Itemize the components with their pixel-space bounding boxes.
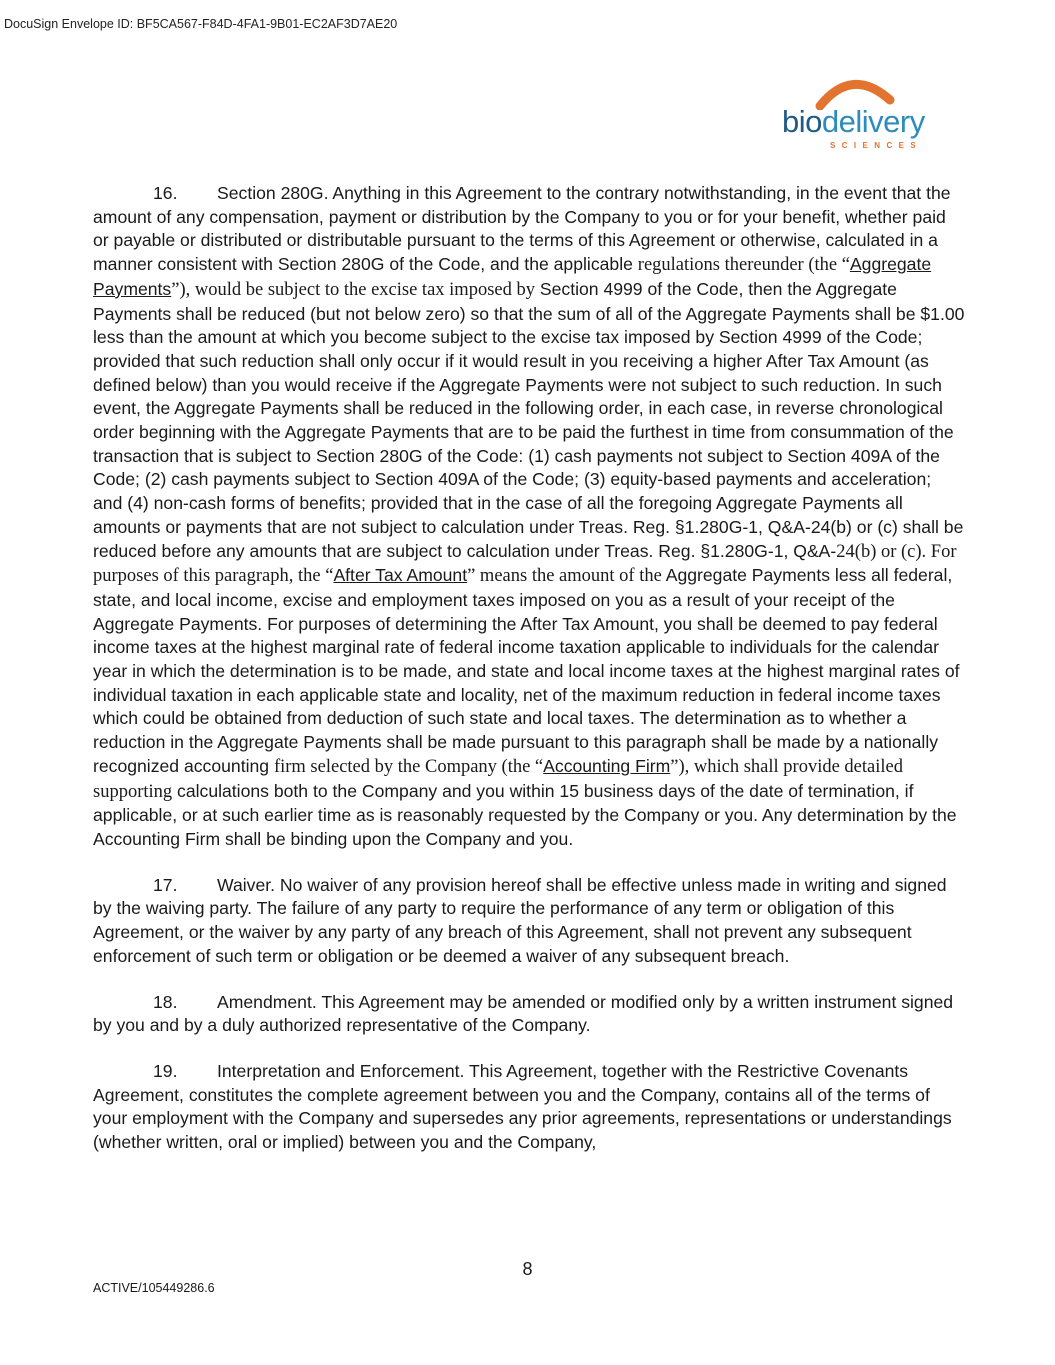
- section-19: [93, 1060, 965, 1155]
- section-text-serif: 24(b) or (c). For purposes of this paragraph, the “: [93, 541, 957, 587]
- section-text-serif: firm selected by the Company (the “: [273, 756, 544, 777]
- section-number: 17.: [153, 874, 178, 895]
- docusign-envelope-id: DocuSign Envelope ID: BF5CA567-F84D-4FA1-9B01-EC2AF3D7AE20: [4, 17, 398, 31]
- section-number: 16.: [153, 183, 178, 203]
- section-heading: Waiver.: [217, 874, 276, 895]
- section-text: This Agreement may be amended or modified only by a written instrument signed by you and by a duly authorized representative of the Company.: [93, 991, 954, 1036]
- section-text: This Agreement, together with the Restrictive Covenants Agreement, constitutes the complete agreement between you and the Company, contains all of the terms of your employment with the Company and supersedes any prior agreements, representations or understandings (whether written, oral or implied) between you and the Company,: [93, 1060, 952, 1153]
- section-text-serif: ”), which shall provide detailed supporting: [93, 756, 903, 802]
- document-id: ACTIVE/105449286.6: [93, 1281, 215, 1295]
- section-text: Aggregate Payments less all federal, state, and local income, excise and employment taxes imposed on you as a result of your receipt of the Aggregate Payments. For purposes of determining the After Tax Amount, you shall be deemed to pay federal income taxes at the highest marginal rate of federal income taxation applicable to individuals for the calendar year in which the determination is to be made, and state and local income taxes at the highest marginal rates of individual taxation in each applicable state and locality, net of the maximum reduction in federal income taxes which could be obtained from deduction of such state and local taxes. The determination as to whether a reduction in the Aggregate Payments shall be made pursuant to this paragraph shall be made by a nationally recognized accounting: [93, 565, 960, 776]
- section-text-serif: ”), would be subject to the excise tax imposed by: [171, 279, 535, 300]
- document-body: [93, 182, 965, 1177]
- section-number: 18.: [153, 991, 178, 1012]
- section-number: 19.: [153, 1060, 178, 1081]
- section-heading: Section 280G.: [217, 183, 329, 203]
- section-heading: Interpretation and Enforcement.: [217, 1060, 465, 1081]
- section-text: Anything in this Agreement to the contrary notwithstanding, in the event that the amount of any compensation, payment or distribution by the Company to you or for your benefit, whether paid or payable or distributed or distributable pursuant to the terms of this Agreement or otherwise, calculated in a manner consistent with Section 280G of the Code, and the applicable: [93, 183, 951, 275]
- section-text-serif: ” means the amount of the: [467, 566, 662, 587]
- biodelivery-logo: [782, 70, 952, 160]
- section-text-serif: regulations thereunder (the “: [637, 255, 850, 276]
- logo-word-delivery: delivery: [821, 104, 925, 139]
- section-text: No waiver of any provision hereof shall be effective unless made in writing and signed by the waiving party. The failure of any party to require the performance of any term or obligation of this Agreement, or the waiver by any party of any breach of this Agreement, shall not prevent any subsequent enforcement of such term or obligation or be deemed a waiver of any subsequent breach.: [93, 874, 947, 966]
- section-16: [93, 182, 965, 852]
- logo-wordmark: [782, 106, 925, 137]
- logo-word-bio: bio: [782, 104, 822, 139]
- page-number: 8: [522, 1259, 533, 1279]
- section-heading: Amendment.: [217, 991, 317, 1012]
- defined-term-accounting-firm: Accounting Firm: [543, 755, 671, 776]
- section-18: [93, 991, 965, 1038]
- logo-subtitle: SCIENCES: [830, 141, 923, 150]
- section-17: [93, 874, 965, 969]
- defined-term-aggregate-payments: Aggregate Payments: [93, 254, 932, 299]
- section-text: calculations both to the Company and you within 15 business days of the date of termination, if applicable, or at such earlier time as is reasonably requested by the Company or you. Any determination by the Accounting Firm shall be binding upon the Company and you.: [93, 780, 957, 849]
- defined-term-after-tax-amount: After Tax Amount: [333, 565, 468, 586]
- section-text: Section 4999 of the Code, then the Aggregate Payments shall be reduced (but not below zero) so that the sum of all of the Aggregate Payments shall be $1.00 less than the amount at which you become subject to the excise tax imposed by Section 4999 of the Code; provided that such reduction shall only occur if it would result in you receiving a higher After Tax Amount (as defined below) than you would receive if the Aggregate Payments were not subject to such reduction. In such event, the Aggregate Payments shall be reduced in the following order, in each case, in reverse chronological order beginning with the Aggregate Payments that are to be paid the furthest in time from consummation of the transaction that is subject to Section 280G of the Code: (1) cash payments not subject to Section 409A of the Code; (2) cash payments subject to Section 409A of the Code; (3) equity-based payments and acceleration; and (4) non-cash forms of benefits; provided that in the case of all the foregoing Aggregate Payments all amounts or payments that are not subject to calculation under Treas. Reg. §1.280G-1, Q&A-24(b) or (c) shall be reduced before any amounts that are subject to calculation under Treas. Reg. §1.280G-1, Q&A-: [93, 278, 965, 561]
